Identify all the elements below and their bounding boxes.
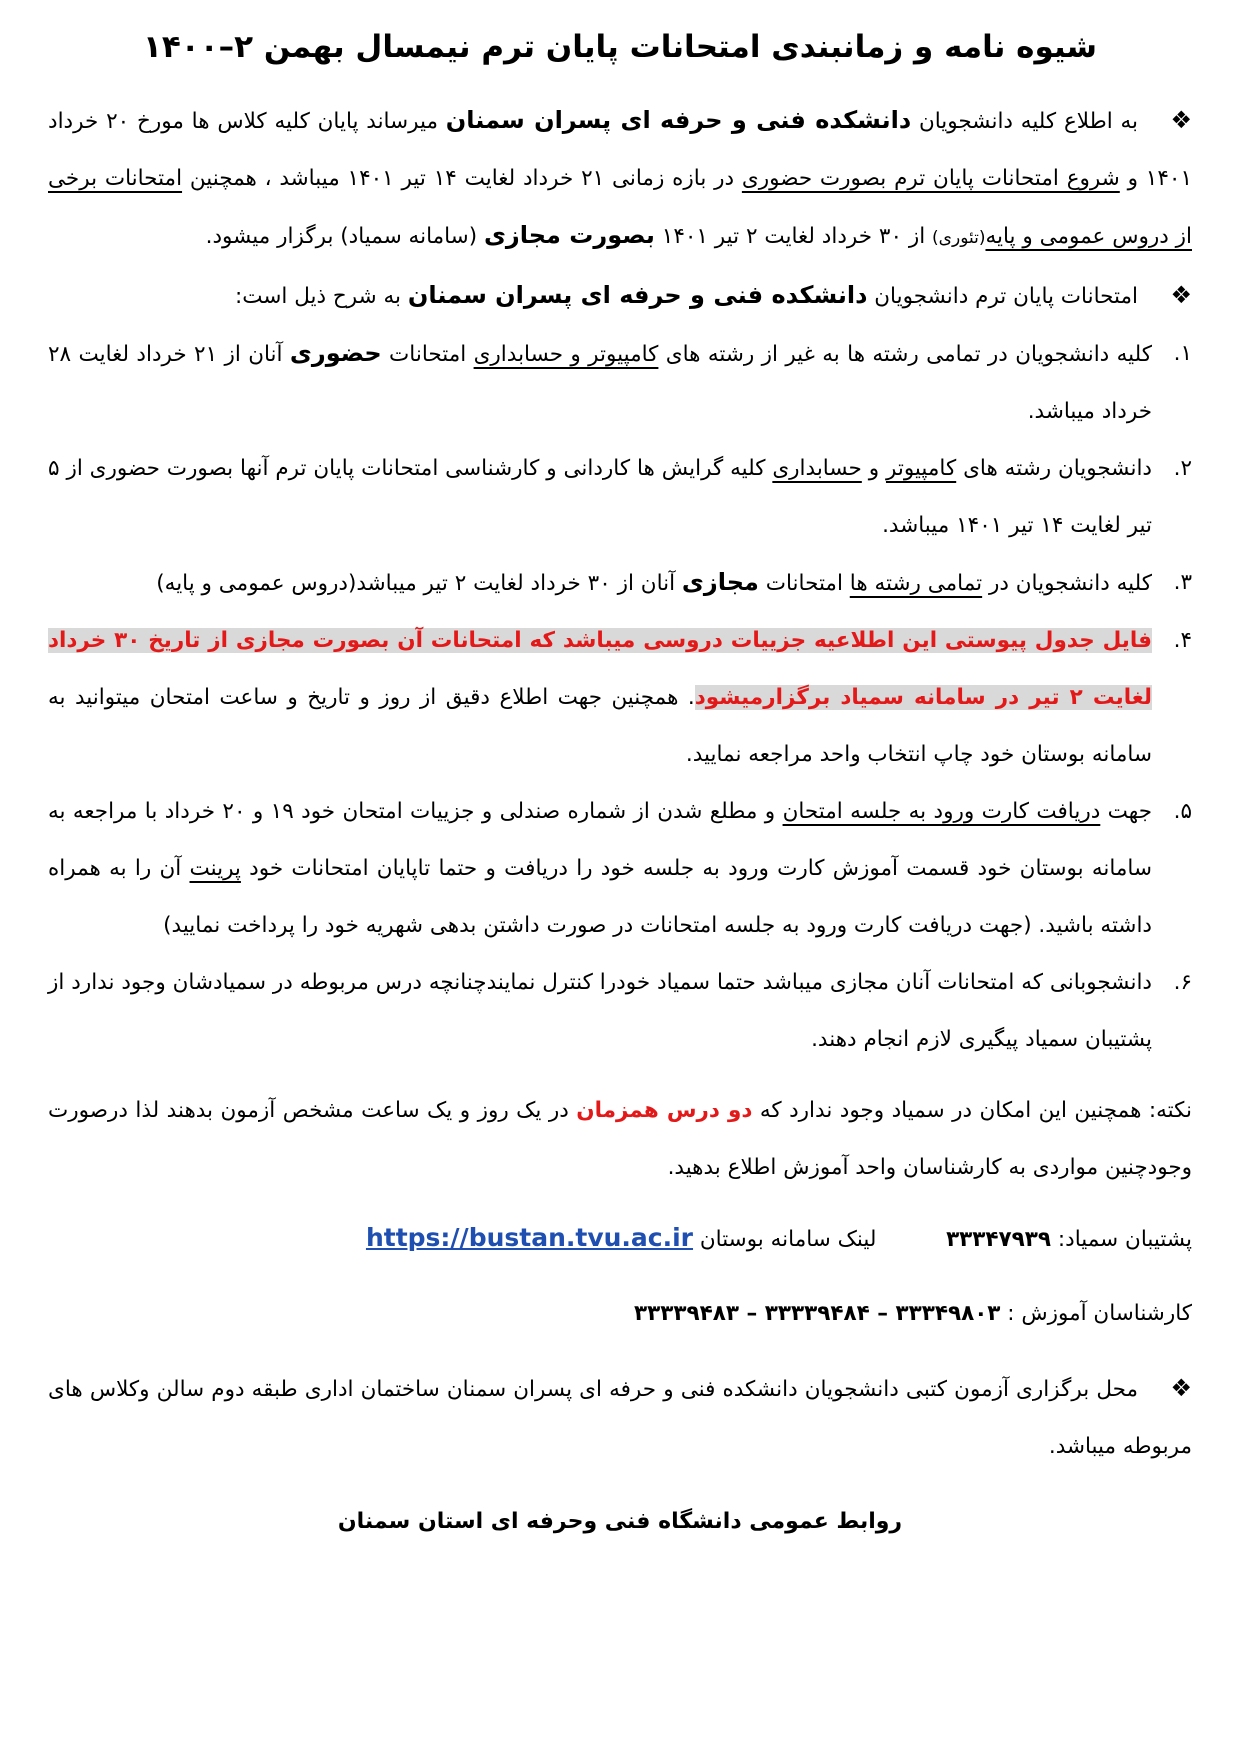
- item-text: امتحانات: [381, 342, 474, 367]
- item-text: جهت: [1100, 799, 1152, 824]
- list-item: [48, 954, 1192, 1068]
- list-number: ۱.: [1173, 341, 1192, 366]
- note-red-text: دو درس همزمان: [576, 1098, 753, 1123]
- intro-text-2: میرساند پایان کلیه کلاس ها مورخ ۲۰ خرداد ۱۴۰۱ و: [48, 109, 1192, 191]
- list-number: ۶.: [1173, 970, 1192, 995]
- list-item-body: [48, 783, 1152, 954]
- intro-text-1: به اطلاع کلیه دانشجویان: [911, 109, 1139, 134]
- diamond-bullet-icon: ❖: [1170, 106, 1193, 134]
- list-item-body: [48, 325, 1152, 440]
- item-bold: مجازی: [681, 568, 759, 596]
- item-underline: حسابداری: [772, 456, 862, 481]
- college-name: دانشکده فنی و حرفه ای پسران سمنان: [407, 281, 868, 309]
- highlighted-notice: فایل جدول پیوستی این اطلاعیه جزییات دروسی میباشد که امتحانات آن بصورت مجازی از تاریخ ۳۰ خرداد لغایت ۲ تیر در سامانه سمیاد برگزارمیشود: [48, 628, 1152, 710]
- second-text-2: به شرح ذیل است:: [235, 284, 408, 309]
- document-page: [48, 24, 1192, 1534]
- item-text: کلیه گرایش ها کاردانی و کارشناسی امتحانات پایان ترم آنها بصورت حضوری از ۵ تیر لغایت ۱۴ تیر ۱۴۰۱ میباشد.: [48, 456, 1152, 538]
- intro-underline-2: امتحانات برخی از دروس عمومی و پایه: [48, 166, 1192, 249]
- contact-line: [48, 1218, 1192, 1260]
- item-underline: کامپیوتر و حسابداری: [473, 342, 659, 367]
- item-text: کلیه دانشجویان در: [982, 571, 1152, 596]
- item-text: . همچنین جهت اطلاع دقیق از روز و تاریخ و ساعت امتحان میتوانید به سامانه بوستان خود چاپ انتخاب واحد مراجعه نمایید.: [48, 685, 1152, 767]
- item-text: آنان از ۳۰ خرداد لغایت ۲ تیر میباشد(دروس عمومی و پایه): [156, 571, 682, 596]
- item-text: و مطلع شدن از شماره صندلی و جزییات امتحان خود ۱۹ و ۲۰ خرداد با مراجعه به سامانه بوستان خود قسمت آموزش کارت ورود به جلسه خود را دریافت و حتما تاپایان امتحانات خود: [48, 799, 1152, 881]
- list-item-body: [48, 440, 1152, 554]
- item-underline: پرینت: [189, 856, 241, 881]
- numbered-list: [48, 325, 1192, 1068]
- item-text: امتحانات: [758, 571, 850, 596]
- college-name: دانشکده فنی و حرفه ای پسران سمنان: [445, 106, 912, 134]
- location-paragraph: [48, 1360, 1192, 1475]
- item-underline: دریافت کارت ورود به جلسه امتحان: [782, 799, 1101, 824]
- item-text: آنان از ۲۱ خرداد لغایت ۲۸ خرداد میباشد.: [48, 342, 1152, 424]
- item-text: کلیه دانشجویان در تمامی رشته ها به غیر از رشته های: [658, 342, 1152, 367]
- second-text-1: امتحانات پایان ترم دانشجویان: [867, 284, 1138, 309]
- intro-text-5: (سامانه سمیاد) برگزار میشود.: [205, 224, 484, 249]
- item-bold: حضوری: [289, 339, 382, 367]
- list-number: ۳.: [1173, 570, 1192, 595]
- intro-text-3: در بازه زمانی ۲۱ خرداد لغایت ۱۴ تیر ۱۴۰۱ میباشد ، همچنین: [182, 166, 742, 191]
- list-item-body: [48, 554, 1152, 612]
- intro-text-4: از ۳۰ خرداد لغایت ۲ تیر ۱۴۰۱: [654, 224, 933, 249]
- note-text: نکته: همچنین این امکان در سمیاد وجود ندارد که: [752, 1098, 1192, 1123]
- list-item: [48, 783, 1192, 954]
- page-title: شیوه نامه و زمانبندی امتحانات پایان ترم نیمسال بهمن ۲–۱۴۰۰: [142, 29, 1098, 65]
- note-paragraph: [48, 1082, 1192, 1196]
- diamond-bullet-icon: ❖: [1170, 281, 1192, 309]
- intro-paragraph: [48, 92, 1192, 267]
- list-number: ۴.: [1173, 628, 1192, 653]
- bustan-link[interactable]: https://bustan.tvu.ac.ir: [365, 1222, 694, 1252]
- intro-underline-1: شروع امتحانات پایان ترم بصورت حضوری: [741, 166, 1120, 191]
- item-text: و: [861, 456, 886, 481]
- support-label: پشتیبان سمیاد:: [1057, 1226, 1192, 1252]
- second-paragraph: [48, 267, 1192, 325]
- list-item: [48, 554, 1192, 612]
- list-item-body: [48, 954, 1152, 1068]
- list-item: [48, 612, 1192, 783]
- item-underline: کامپیوتر: [885, 456, 957, 481]
- footer-signature: روابط عمومی دانشگاه فنی وحرفه ای استان سمنان: [337, 1508, 903, 1534]
- staff-line: [48, 1294, 1192, 1334]
- location-text: محل برگزاری آزمون کتبی دانشجویان دانشکده فنی و حرفه ای پسران سمنان ساختمان اداری طبقه دوم سالن وکلاس های مربوطه میباشد.: [48, 1376, 1192, 1459]
- item-underline: تمامی رشته ها: [849, 571, 983, 596]
- note-text: در یک روز و یک ساعت مشخص آزمون بدهند لذا درصورت وجودچنین مواردی به کارشناسان واحد آموزش اطلاع بدهید.: [48, 1098, 1192, 1180]
- list-item: [48, 440, 1192, 554]
- list-number: ۵.: [1173, 799, 1192, 824]
- list-item: [48, 325, 1192, 440]
- item-text: آن را به همراه داشته باشید. (جهت دریافت کارت ورود به جلسه امتحانات در صورت داشتن بدهی شهریه خود را پرداخت نمایید): [48, 856, 1152, 938]
- intro-theory-note: (تئوری): [932, 228, 986, 248]
- item-text: دانشجویان رشته های: [956, 456, 1152, 481]
- list-item-body: [48, 612, 1152, 783]
- item-text: دانشجوبانی که امتحانات آنان مجازی میباشد حتما سمیاد خودرا کنترل نمایندچنانچه درس مربوطه در سمیادشان وجود ندارد از پشتیبان سمیاد پیگیری لازم انجام دهند.: [48, 970, 1152, 1052]
- list-number: ۲.: [1173, 456, 1192, 481]
- intro-virtual: بصورت مجازی: [483, 221, 655, 249]
- link-label: لینک سامانه بوستان: [699, 1226, 877, 1252]
- staff-label: کارشناسان آموزش :: [1007, 1300, 1192, 1326]
- diamond-bullet-icon: ❖: [1170, 1373, 1192, 1402]
- support-phone: ۳۳۳۴۷۹۳۹: [946, 1226, 1052, 1252]
- staff-phones: ۳۳۳۴۹۸۰۳ – ۳۳۳۳۹۴۸۴ – ۳۳۳۳۹۴۸۳: [634, 1300, 1001, 1326]
